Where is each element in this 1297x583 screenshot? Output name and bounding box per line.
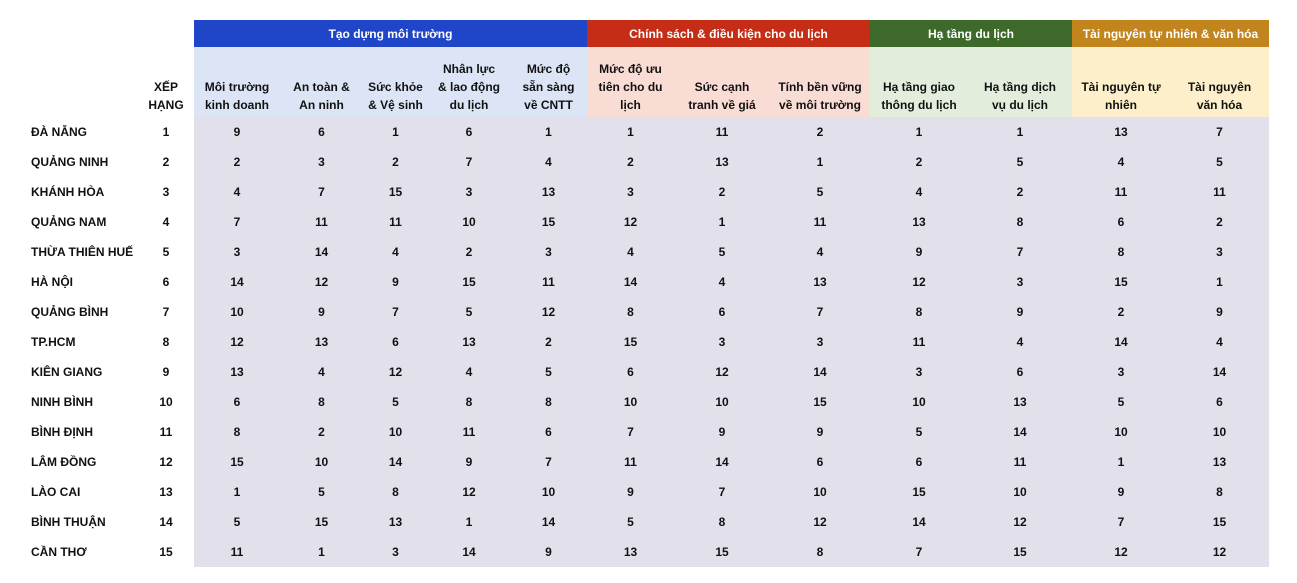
score-cell: 12 <box>510 297 587 327</box>
score-cell: 5 <box>280 477 363 507</box>
score-cell: 7 <box>587 417 674 447</box>
score-cell: 8 <box>674 507 770 537</box>
column-header-line: về CNTT <box>524 98 573 112</box>
score-cell: 8 <box>280 387 363 417</box>
table-row <box>0 537 1269 567</box>
score-cell: 5 <box>674 237 770 267</box>
column-header-line: An ninh <box>299 98 344 112</box>
ranking-table-body <box>0 117 1269 567</box>
score-cell: 12 <box>870 267 968 297</box>
score-cell: 12 <box>280 267 363 297</box>
rank-cell: 2 <box>162 155 170 169</box>
score-cell: 8 <box>770 537 870 567</box>
score-cell: 5 <box>1072 387 1170 417</box>
rank-cell: 1 <box>162 125 170 139</box>
column-header-line: & Vệ sinh <box>368 98 423 112</box>
score-cell: 7 <box>770 297 870 327</box>
column-header-line: nhiên <box>1105 98 1137 112</box>
score-cell: 2 <box>968 177 1072 207</box>
score-cell: 3 <box>587 177 674 207</box>
score-cell: 13 <box>674 147 770 177</box>
column-header <box>428 47 510 117</box>
score-cell: 1 <box>770 147 870 177</box>
score-cell: 2 <box>587 147 674 177</box>
score-cell: 12 <box>968 507 1072 537</box>
score-cell: 6 <box>1072 207 1170 237</box>
score-cell: 13 <box>770 267 870 297</box>
rank-column-header <box>138 47 194 117</box>
score-cell: 10 <box>280 447 363 477</box>
column-header-line: kinh doanh <box>205 98 269 112</box>
group-header-resources: Tài nguyên tự nhiên & văn hóa <box>1072 20 1269 47</box>
score-cell: 8 <box>1170 477 1269 507</box>
score-cell: 6 <box>674 297 770 327</box>
score-cell: 10 <box>428 207 510 237</box>
score-cell: 5 <box>1170 147 1269 177</box>
group-header-policy: Chính sách & điều kiện cho du lịch <box>587 20 870 47</box>
score-cell: 5 <box>587 507 674 537</box>
score-cell: 15 <box>968 537 1072 567</box>
rank-cell: 10 <box>159 395 173 409</box>
column-header-line: du lịch <box>449 98 489 112</box>
province-name: NINH BÌNH <box>31 395 93 409</box>
score-cell: 7 <box>428 147 510 177</box>
score-cell: 11 <box>674 117 770 147</box>
score-cell: 2 <box>770 117 870 147</box>
score-cell: 14 <box>587 267 674 297</box>
score-cell: 8 <box>428 387 510 417</box>
score-cell: 3 <box>428 177 510 207</box>
score-cell: 2 <box>510 327 587 357</box>
group-header-infrastructure: Hạ tầng du lịch <box>870 20 1072 47</box>
column-header-line: tiên cho du <box>598 80 663 94</box>
score-cell: 6 <box>280 117 363 147</box>
table-row <box>0 207 1269 237</box>
score-cell: 2 <box>674 177 770 207</box>
score-cell: 7 <box>510 447 587 477</box>
column-header-row <box>0 47 1269 117</box>
column-header-line: Nhân lực <box>442 62 496 76</box>
score-cell: 5 <box>510 357 587 387</box>
score-cell: 5 <box>770 177 870 207</box>
group-header-environment: Tạo dựng môi trường <box>194 20 587 47</box>
score-cell: 2 <box>428 237 510 267</box>
score-cell: 6 <box>870 447 968 477</box>
score-cell: 9 <box>428 447 510 477</box>
score-cell: 11 <box>280 207 363 237</box>
score-cell: 3 <box>1170 237 1269 267</box>
score-cell: 2 <box>363 147 428 177</box>
score-cell: 4 <box>674 267 770 297</box>
score-cell: 14 <box>870 507 968 537</box>
score-cell: 9 <box>1072 477 1170 507</box>
rank-cell: 8 <box>162 335 170 349</box>
score-cell: 3 <box>870 357 968 387</box>
score-cell: 6 <box>968 357 1072 387</box>
province-name: ĐÀ NẴNG <box>31 125 87 139</box>
score-cell: 1 <box>510 117 587 147</box>
score-cell: 15 <box>280 507 363 537</box>
rank-cell: 5 <box>162 245 170 259</box>
score-cell: 14 <box>1072 327 1170 357</box>
score-cell: 12 <box>194 327 280 357</box>
score-cell: 11 <box>968 447 1072 477</box>
table-row <box>0 477 1269 507</box>
score-cell: 14 <box>428 537 510 567</box>
column-header-line: Môi trường <box>204 80 270 94</box>
score-cell: 4 <box>194 177 280 207</box>
column-header <box>510 47 587 117</box>
score-cell: 11 <box>870 327 968 357</box>
score-cell: 10 <box>194 297 280 327</box>
province-name: KHÁNH HÒA <box>31 185 105 199</box>
score-cell: 13 <box>194 357 280 387</box>
score-cell: 13 <box>510 177 587 207</box>
score-cell: 11 <box>363 207 428 237</box>
score-cell: 10 <box>770 477 870 507</box>
score-cell: 1 <box>194 477 280 507</box>
province-name: QUẢNG NINH <box>31 155 109 169</box>
rank-cell: 9 <box>162 365 170 379</box>
score-cell: 1 <box>1170 267 1269 297</box>
score-cell: 13 <box>870 207 968 237</box>
score-cell: 12 <box>363 357 428 387</box>
rank-cell: 12 <box>159 455 173 469</box>
score-cell: 9 <box>770 417 870 447</box>
score-cell: 13 <box>1170 447 1269 477</box>
column-header-line: vụ du lịch <box>991 98 1048 112</box>
table-row <box>0 327 1269 357</box>
score-cell: 15 <box>428 267 510 297</box>
rank-cell: 7 <box>162 305 170 319</box>
table-row <box>0 177 1269 207</box>
table-row <box>0 417 1269 447</box>
column-header-line: về môi trường <box>779 98 861 112</box>
score-cell: 7 <box>1072 507 1170 537</box>
score-cell: 13 <box>1072 117 1170 147</box>
table-row <box>0 147 1269 177</box>
table-row <box>0 357 1269 387</box>
score-cell: 14 <box>194 267 280 297</box>
score-cell: 3 <box>510 237 587 267</box>
score-cell: 15 <box>194 447 280 477</box>
column-header-line: Hạ tầng dịch <box>983 80 1056 94</box>
score-cell: 14 <box>363 447 428 477</box>
score-cell: 4 <box>587 237 674 267</box>
rank-header-line: HẠNG <box>148 98 184 112</box>
score-cell: 3 <box>968 267 1072 297</box>
score-cell: 5 <box>428 297 510 327</box>
column-header <box>1072 47 1170 117</box>
column-header-line: An toàn & <box>293 80 350 94</box>
score-cell: 9 <box>1170 297 1269 327</box>
province-name: CẦN THƠ <box>31 545 87 559</box>
province-name: THỪA THIÊN HUẾ <box>31 245 134 259</box>
score-cell: 1 <box>280 537 363 567</box>
score-cell: 10 <box>870 387 968 417</box>
table-row <box>0 447 1269 477</box>
score-cell: 1 <box>1072 447 1170 477</box>
score-cell: 2 <box>1072 297 1170 327</box>
score-cell: 7 <box>870 537 968 567</box>
score-cell: 10 <box>510 477 587 507</box>
column-header <box>363 47 428 117</box>
score-cell: 15 <box>363 177 428 207</box>
table-row <box>0 507 1269 537</box>
score-cell: 10 <box>1072 417 1170 447</box>
score-cell: 15 <box>587 327 674 357</box>
score-cell: 9 <box>280 297 363 327</box>
column-header-line: sẵn sàng <box>522 80 575 94</box>
column-header-line: Mức độ ưu <box>599 62 662 76</box>
score-cell: 9 <box>968 297 1072 327</box>
score-cell: 9 <box>674 417 770 447</box>
score-cell: 6 <box>1170 387 1269 417</box>
rank-cell: 15 <box>159 545 173 559</box>
score-cell: 14 <box>968 417 1072 447</box>
score-cell: 12 <box>674 357 770 387</box>
score-cell: 6 <box>510 417 587 447</box>
score-cell: 2 <box>870 147 968 177</box>
score-cell: 11 <box>1170 177 1269 207</box>
score-cell: 13 <box>428 327 510 357</box>
column-header-line: tranh về giá <box>688 98 756 112</box>
score-cell: 8 <box>363 477 428 507</box>
column-header-line: Sức khỏe <box>368 80 423 94</box>
score-cell: 8 <box>194 417 280 447</box>
score-cell: 5 <box>194 507 280 537</box>
score-cell: 1 <box>674 207 770 237</box>
score-cell: 1 <box>428 507 510 537</box>
score-cell: 3 <box>770 327 870 357</box>
score-cell: 12 <box>428 477 510 507</box>
score-cell: 8 <box>968 207 1072 237</box>
score-cell: 13 <box>968 387 1072 417</box>
province-name: LÂM ĐỒNG <box>31 455 97 469</box>
score-cell: 14 <box>770 357 870 387</box>
rank-cell: 3 <box>162 185 170 199</box>
score-cell: 12 <box>770 507 870 537</box>
score-cell: 2 <box>1170 207 1269 237</box>
score-cell: 3 <box>363 537 428 567</box>
score-cell: 4 <box>510 147 587 177</box>
score-cell: 11 <box>510 267 587 297</box>
column-header-line: Tính bền vững <box>778 80 862 94</box>
column-header-line: Mức độ <box>526 62 571 76</box>
column-header-line: Hạ tầng giao <box>882 80 955 94</box>
score-cell: 6 <box>194 387 280 417</box>
column-header-line: thông du lịch <box>881 98 957 112</box>
score-cell: 3 <box>674 327 770 357</box>
score-cell: 9 <box>363 267 428 297</box>
table-row <box>0 117 1269 147</box>
score-cell: 14 <box>674 447 770 477</box>
score-cell: 4 <box>770 237 870 267</box>
score-cell: 5 <box>363 387 428 417</box>
column-header-line: Sức cạnh <box>694 80 750 94</box>
score-cell: 14 <box>280 237 363 267</box>
score-cell: 4 <box>870 177 968 207</box>
score-cell: 4 <box>363 237 428 267</box>
province-name: QUẢNG BÌNH <box>31 305 109 319</box>
table-row <box>0 297 1269 327</box>
score-cell: 7 <box>280 177 363 207</box>
score-cell: 8 <box>870 297 968 327</box>
score-cell: 11 <box>587 447 674 477</box>
score-cell: 6 <box>363 327 428 357</box>
score-cell: 8 <box>510 387 587 417</box>
score-cell: 5 <box>870 417 968 447</box>
column-header-line: lịch <box>620 98 641 112</box>
score-cell: 10 <box>363 417 428 447</box>
score-cell: 11 <box>428 417 510 447</box>
score-cell: 8 <box>1072 237 1170 267</box>
ranking-table <box>0 20 1269 567</box>
column-header-line: Tài nguyên <box>1187 80 1252 94</box>
score-cell: 15 <box>1170 507 1269 537</box>
rank-cell: 13 <box>159 485 173 499</box>
column-header <box>968 47 1072 117</box>
score-cell: 12 <box>1170 537 1269 567</box>
score-cell: 6 <box>428 117 510 147</box>
table-row <box>0 237 1269 267</box>
score-cell: 5 <box>968 147 1072 177</box>
score-cell: 8 <box>587 297 674 327</box>
score-cell: 14 <box>1170 357 1269 387</box>
score-cell: 7 <box>363 297 428 327</box>
group-header-row <box>0 20 1269 47</box>
score-cell: 10 <box>674 387 770 417</box>
score-cell: 4 <box>968 327 1072 357</box>
score-cell: 11 <box>770 207 870 237</box>
score-cell: 14 <box>510 507 587 537</box>
score-cell: 3 <box>1072 357 1170 387</box>
score-cell: 15 <box>674 537 770 567</box>
column-header <box>1170 47 1269 117</box>
score-cell: 15 <box>1072 267 1170 297</box>
score-cell: 13 <box>280 327 363 357</box>
score-cell: 4 <box>1170 327 1269 357</box>
score-cell: 12 <box>587 207 674 237</box>
rank-cell: 4 <box>162 215 170 229</box>
score-cell: 11 <box>194 537 280 567</box>
score-cell: 1 <box>587 117 674 147</box>
score-cell: 9 <box>194 117 280 147</box>
column-header-line: văn hóa <box>1196 98 1243 112</box>
score-cell: 7 <box>194 207 280 237</box>
score-cell: 12 <box>1072 537 1170 567</box>
score-cell: 9 <box>587 477 674 507</box>
score-cell: 1 <box>968 117 1072 147</box>
rank-cell: 11 <box>159 425 173 439</box>
province-name: HÀ NỘI <box>31 275 73 289</box>
score-cell: 2 <box>194 147 280 177</box>
column-header-line: Tài nguyên tự <box>1081 80 1161 94</box>
province-name: KIÊN GIANG <box>31 365 103 379</box>
province-name: TP.HCM <box>31 335 76 349</box>
score-cell: 11 <box>1072 177 1170 207</box>
province-name: BÌNH THUẬN <box>31 515 106 529</box>
column-header-line: & lao động <box>438 80 500 94</box>
score-cell: 6 <box>770 447 870 477</box>
province-name: BÌNH ĐỊNH <box>31 425 93 439</box>
province-name: QUẢNG NAM <box>31 215 107 229</box>
column-header <box>674 47 770 117</box>
score-cell: 13 <box>363 507 428 537</box>
score-cell: 2 <box>280 417 363 447</box>
score-cell: 13 <box>587 537 674 567</box>
score-cell: 15 <box>870 477 968 507</box>
score-cell: 15 <box>770 387 870 417</box>
score-cell: 3 <box>194 237 280 267</box>
score-cell: 10 <box>587 387 674 417</box>
score-cell: 4 <box>280 357 363 387</box>
column-header <box>770 47 870 117</box>
rank-header-line: XẾP <box>153 80 178 94</box>
score-cell: 7 <box>674 477 770 507</box>
score-cell: 7 <box>968 237 1072 267</box>
province-name: LÀO CAI <box>31 485 81 499</box>
score-cell: 9 <box>870 237 968 267</box>
table-row <box>0 387 1269 417</box>
score-cell: 4 <box>428 357 510 387</box>
score-cell: 10 <box>968 477 1072 507</box>
score-cell: 1 <box>363 117 428 147</box>
column-header <box>194 47 280 117</box>
table-row <box>0 267 1269 297</box>
score-cell: 6 <box>587 357 674 387</box>
score-cell: 10 <box>1170 417 1269 447</box>
column-header <box>280 47 363 117</box>
score-cell: 9 <box>510 537 587 567</box>
score-cell: 3 <box>280 147 363 177</box>
score-cell: 1 <box>870 117 968 147</box>
rank-cell: 14 <box>159 515 173 529</box>
column-header <box>870 47 968 117</box>
score-cell: 4 <box>1072 147 1170 177</box>
rank-cell: 6 <box>162 275 170 289</box>
score-cell: 7 <box>1170 117 1269 147</box>
column-header <box>587 47 674 117</box>
score-cell: 15 <box>510 207 587 237</box>
